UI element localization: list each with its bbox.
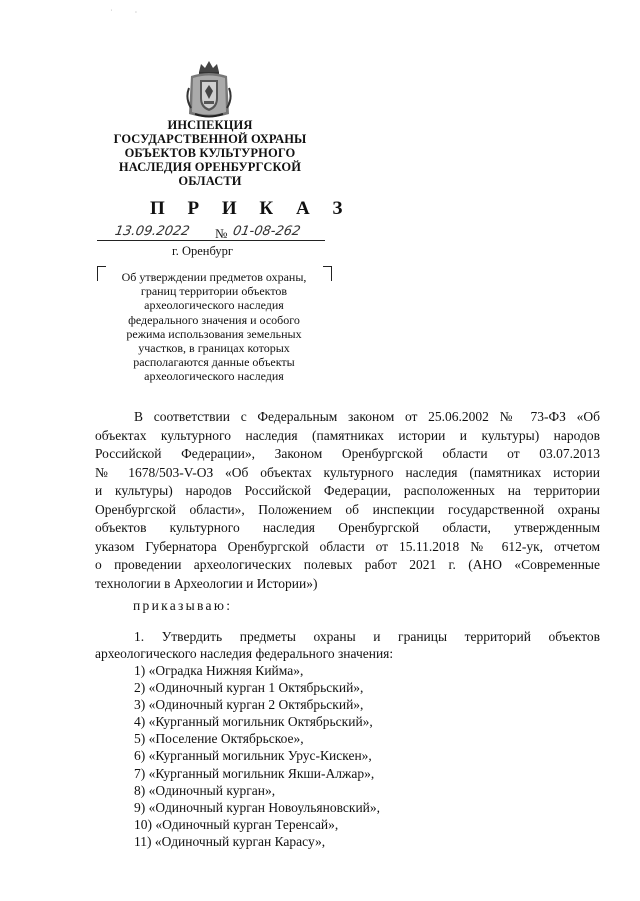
list-item: 9) «Одиночный курган Новоульяновский», — [134, 799, 381, 815]
handwritten-number: 01-08-262 — [231, 224, 302, 239]
order-item-1 — [95, 628, 600, 662]
underline — [97, 240, 325, 241]
handwritten-date: 13.09.2022 — [113, 224, 191, 239]
preamble-line: Оренбургской области», Положением об инспекции государственной охраны — [95, 501, 600, 517]
number-label: № — [215, 226, 228, 241]
preamble-line: технологии в Археологии и Истории») — [95, 575, 318, 591]
preamble-line: о проведении археологических полевых работ 2021 г. (АНО «Современные — [95, 557, 600, 572]
order-word: приказываю: — [133, 598, 233, 613]
objects-list — [134, 662, 380, 850]
preamble — [95, 408, 600, 593]
list-item: 7) «Курганный могильник Якши-Алжар», — [134, 765, 375, 781]
org-line: НАСЛЕДИЯ ОРЕНБУРГСКОЙ — [118, 160, 302, 174]
org-line: ИНСПЕКЦИЯ — [167, 118, 253, 132]
subject-line: границ территории объектов — [140, 284, 288, 299]
list-item: 2) «Одиночный курган 1 Октябрьский», — [134, 680, 364, 696]
order-subject — [100, 270, 328, 384]
scan-marks: ˙ · — [110, 8, 148, 17]
preamble-line: объектах культурного наследия (памятниках истории и культуры) народов — [95, 427, 600, 443]
subject-line: располагаются данные объекты — [133, 355, 295, 370]
subject-line: Об утверждении предметов охраны, — [121, 270, 307, 284]
city: г. Оренбург — [172, 244, 233, 258]
list-item: 5) «Поселение Октябрьское», — [134, 731, 304, 747]
subject-line: участков, в границах которых — [138, 341, 290, 356]
organization-name — [95, 118, 325, 188]
date-number-line — [95, 226, 325, 244]
item-line: 1. Утвердить предметы охраны и границы территорий объектов — [134, 629, 600, 644]
coat-of-arms-icon — [185, 58, 233, 120]
preamble-line: № 1678/503-V-ОЗ «Об объектах культурного наследия (памятниках истории — [95, 464, 600, 480]
preamble-line: Российской Федерации», Законом Оренбургской области от 03.07.2013 — [95, 446, 600, 461]
subject-line: археологического наследия — [144, 369, 284, 384]
org-line: ОБЛАСТИ — [178, 174, 242, 188]
org-line: ОБЪЕКТОВ КУЛЬТУРНОГО — [124, 146, 296, 160]
list-item: 6) «Курганный могильник Урус-Кискен», — [134, 748, 372, 764]
subject-line: федерального значения и особого — [128, 312, 300, 327]
list-item: 8) «Одиночный курган», — [134, 782, 276, 798]
list-item: 4) «Курганный могильник Октябрьский», — [134, 714, 373, 730]
list-item: 11) «Одиночный курган Карасу», — [134, 833, 326, 849]
org-line: ГОСУДАРСТВЕННОЙ ОХРАНЫ — [113, 132, 307, 146]
list-item: 1) «Оградка Нижняя Кийма», — [134, 663, 304, 678]
list-item: 10) «Одиночный курган Теренсай», — [134, 816, 339, 832]
subject-line: режима использования земельных — [126, 326, 302, 341]
preamble-line: В соответствии с Федеральным законом от 25.06.2002 № 73-ФЗ «Об — [134, 409, 600, 424]
preamble-line: и культуры) народов Российской Федерации, расположенных на территории — [95, 483, 600, 498]
list-item: 3) «Одиночный курган 2 Октябрьский», — [134, 697, 364, 713]
document-type: П Р И К А З — [150, 198, 352, 219]
preamble-line: объектов культурного наследия Оренбургской области, утвержденным — [95, 520, 600, 535]
preamble-line: указом Губернатора Оренбургской области от 15.11.2018 № 612-ук, отчетом — [95, 538, 600, 554]
subject-line: археологического наследия — [144, 298, 284, 313]
item-line: археологического наследия федерального значения: — [95, 646, 394, 661]
